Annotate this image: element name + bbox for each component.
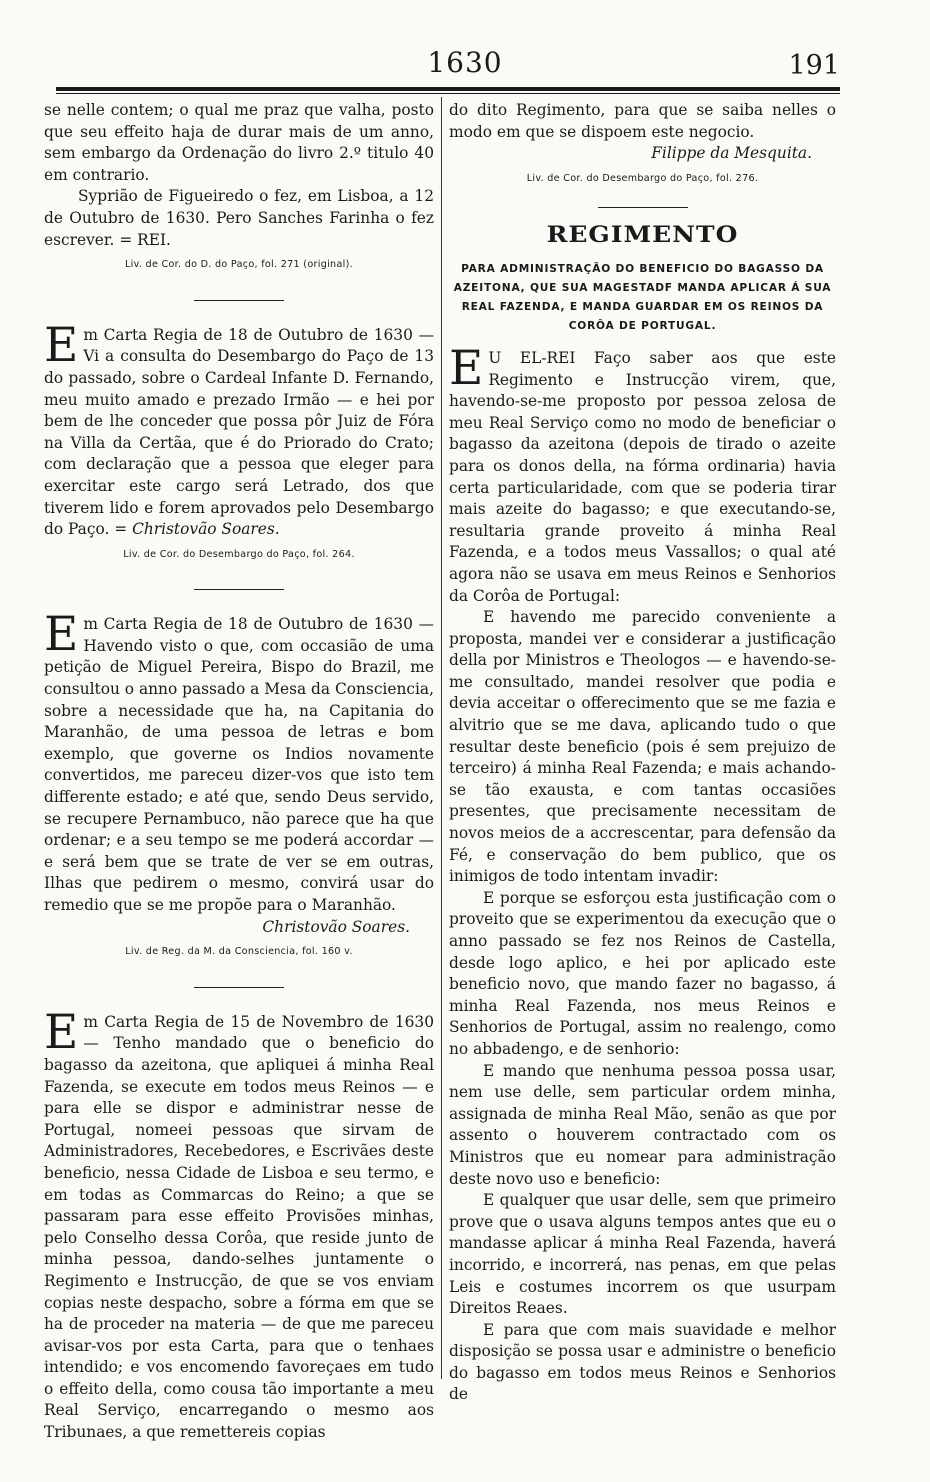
header-rule-thin xyxy=(56,93,840,94)
signer: Filippe da Mesquita. xyxy=(651,144,812,163)
body-text: U EL-REI Faço saber aos que este Regimento e Instrucção virem, que, havendo-se-me proposto por pessoa zelosa de meu Real Serviço como no modo de beneficiar o bagasso da azeitona (depois de tirado o azeite para os donos della, na fórma ordinaria) havia certa particularidade, com que se poderia tirar mais azeite do bagasso; e que executando-se, resultaria grande proveito á minha Real Fazenda, e a todos meus Vassallos; o qual até agora não se usava em meus Reinos e Senhorios da Corôa de Portugal: xyxy=(449,348,836,605)
body-paragraph: E para que com mais suavidade e melhor disposição se possa usar e administre o beneficio do bagasso em todos meus Reinos e Senhorios de xyxy=(449,1320,836,1404)
header-rule xyxy=(56,87,840,91)
continuation-paragraph: se nelle contem; o qual me praz que valha, posto que seu effeito haja de durar mais de um anno, sem embargo da Ordenação do livro 2.º titulo 40 em contrario. xyxy=(44,101,434,184)
section-title: REGIMENTO xyxy=(546,221,739,248)
column-divider xyxy=(441,97,442,1379)
body-paragraph xyxy=(449,340,836,607)
citation: Liv. de Reg. da M. da Consciencia, fol. 160 v. xyxy=(125,946,353,958)
citation: Liv. de Cor. do Desembargo do Paço, fol. 276. xyxy=(526,172,759,184)
closing-paragraph: Syprião de Figueiredo o fez, em Lisboa, a 12 de Outubro de 1630. Pero Sanches Farinha o fez escrever. = REI. xyxy=(44,187,434,249)
entry-text: m Carta Regia de 15 de Novembro de 1630 — Tenho mandado que o beneficio do bagasso da azeitona, que apliquei á minha Real Fazenda, se execute em todos meus Reinos — e para elle se dispor e administrar nesse de Portugal, nomeei pessoas que sirvam de Administradores, Recebedores, e Escrivães deste beneficio, nessa Cidade de Lisboa e seu termo, e em todas as Commarcas do Reino; a que se passaram para esse effeito Provisões minhas, pelo Conselho dessa Corôa, que reside junto de minha pessoa, dando-selhes juntamente o Regimento e Instrucção, de que se vos enviam copias neste despacho, sobre a fórma em que se ha de proceder na materia — de que me pareceu avisar-vos por esta Carta, para que o tenhaes intendido; e vos encomendo favoreçaes em tudo o effeito della, como cousa tão importante a meu Real Serviço, encarregando o mesmo aos Tribunaes, a que remettereis copias xyxy=(44,1012,434,1442)
citation: Liv. de Cor. do D. do Paço, fol. 271 (original). xyxy=(125,259,353,271)
section-separator xyxy=(194,300,284,301)
page-header xyxy=(0,0,930,96)
entry-paragraph xyxy=(44,1004,434,1444)
citation: Liv. de Cor. do Desembargo do Paço, fol. 264. xyxy=(123,548,355,560)
section-separator xyxy=(194,589,284,590)
page-number: 191 xyxy=(788,50,840,81)
page-year: 1630 xyxy=(427,46,503,79)
drop-cap: E xyxy=(44,317,79,373)
signer: Christovão Soares. xyxy=(262,917,410,936)
body-paragraph: E porque se esforçou esta justificação com o proveito que se experimentou da execução que o anno passado se fez nos Reinos de Castella, desde logo aplico, e hei por aplicado este beneficio novo, que mando fazer no bagasso, á minha Real Fazenda, nos meus Reinos e Senhorios de Portugal, assim no realengo, como no abbadengo, e de senhorio: xyxy=(449,888,836,1058)
body-paragraph: E mando que nenhuma pessoa possa usar, nem use delle, sem particular ordem minha, assignada de minha Real Mão, senão as que por assento o houverem contractado com os Ministros que eu nomear para administração deste novo uso e beneficio: xyxy=(449,1061,836,1188)
right-column xyxy=(449,100,836,1406)
section-subtitle: PARA ADMINISTRAÇÃO DO BENEFICIO DO BAGASSO DA AZEITONA, QUE SUA MAGESTADF MANDA APLICAR Á SUA REAL FAZENDA, E MANDA GUARDAR EM OS REINOS DA CORÔA DE PORTUGAL. xyxy=(453,262,832,332)
body-paragraph: E qualquer que usar delle, sem que primeiro prove que o usava alguns tempos antes que eu o mandasse aplicar á minha Real Fazenda, haverá incorrido, e incorrerá, nas penas, em que pelas Leis e costumes incorrem os que usurpam Direitos Reaes. xyxy=(449,1191,836,1318)
continuation-paragraph: do dito Regimento, para que se saiba nelles o modo em que se dispoem este negocio. xyxy=(449,101,836,141)
drop-cap: E xyxy=(44,1004,79,1060)
entry-paragraph xyxy=(44,607,434,916)
entry-text: m Carta Regia de 18 de Outubro de 1630 — Havendo visto o que, com occasião de uma petição de Miguel Pereira, Bispo do Brazil, me consultou o anno passado a Mesa da Consciencia, sobre a necessidade que ha, na Capitania do Maranhão, de uma pessoa de letras e bom exemplo, que governe os Indios novamente convertidos, me pareceu dizer-vos que isto tem differente estado; e até que, sendo Deus servido, se recupere Pernambuco, não parece que ha que ordenar; e a seu tempo se me poderá accordar — e será bem que se trate de ver se em outras, Ilhas que pedirem o mesmo, convirá usar do remedio que se me propõe para o Maranhão. xyxy=(44,615,434,914)
entry-text: m Carta Regia de 18 de Outubro de 1630 — Vi a consulta do Desembargo do Paço de 13 do passado, sobre o Cardeal Infante D. Fernando, meu muito amado e prezado Irmão — e hei por bem de lhe conceder que possa pôr Juiz de Fóra na Villa da Certãa, que é do Priorado do Crato; com declaração que a pessoa que eleger para exercitar este cargo será Letrado, dos que tiverem lido e forem aprovados pelo Desembargo do Paço. = xyxy=(44,325,434,539)
section-separator xyxy=(194,987,284,988)
section-separator xyxy=(598,207,688,208)
signer: Christovão Soares. xyxy=(132,520,280,539)
body-paragraph: E havendo me parecido conveniente a proposta, mandei ver e considerar a justificação della por Ministros e Theologos — e havendo-se-me consultado, mandei resolver que podia e devia acceitar o offerecimento que se me fazia e alvitrio que se me dava, aplicando tudo o que resultar deste beneficio (pois é sem prejuizo de terceiro) á minha Real Fazenda; e mais achando-se tão exausta, e com tantas occasiões presentes, que precisamente necessitam de novos meios de a accrescentar, para defensão da Fé, e conservação do bem publico, que os inimigos de todo intentam invadir: xyxy=(449,608,836,886)
left-column xyxy=(44,100,434,1444)
drop-cap: E xyxy=(449,340,484,396)
entry-paragraph xyxy=(44,317,434,541)
drop-cap: E xyxy=(44,607,79,663)
